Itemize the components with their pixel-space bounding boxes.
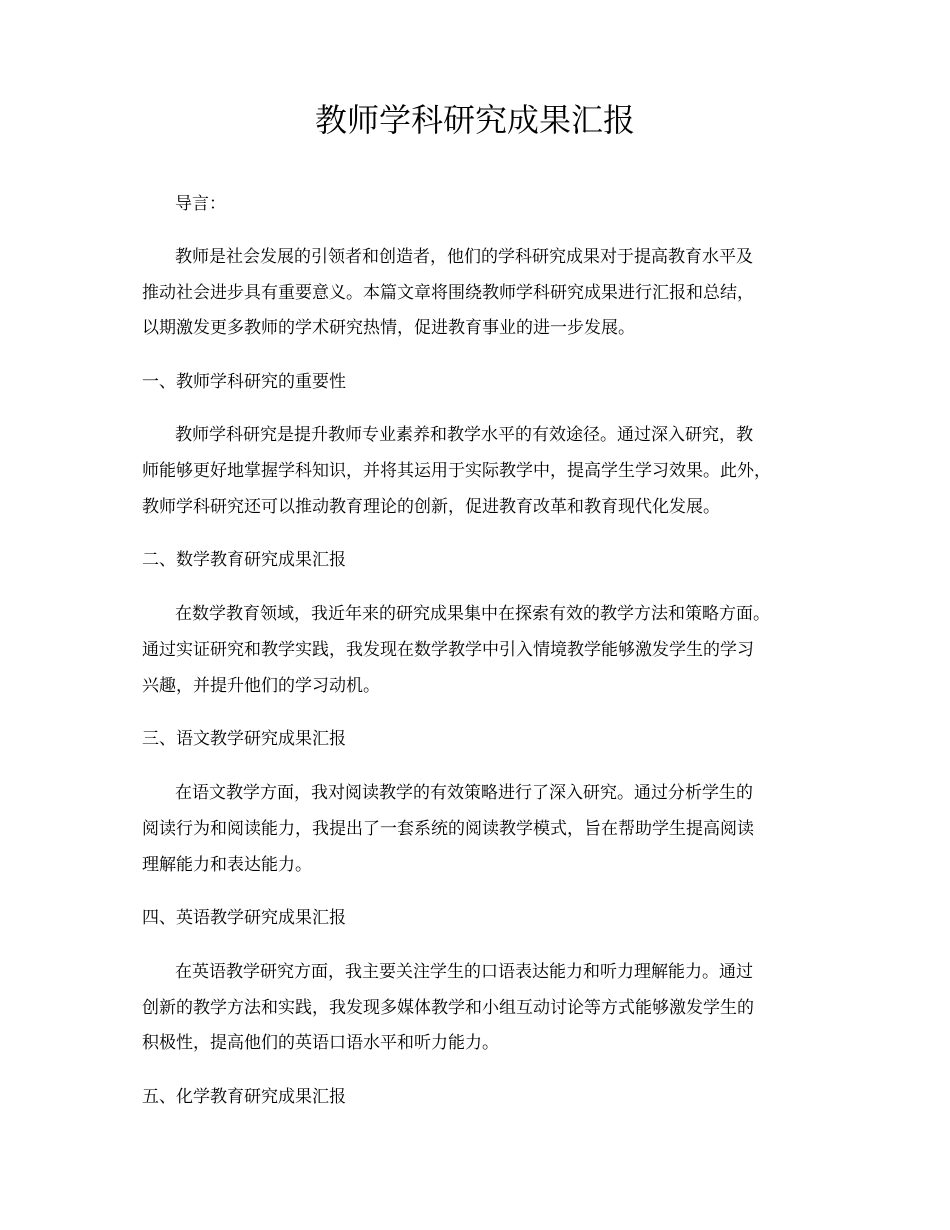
section-2-line-2: 通过实证研究和教学实践，我发现在数学教学中引入情境教学能够激发学生的学习 bbox=[142, 640, 754, 660]
intro-paragraph-line-2: 推动社会进步具有重要意义。本篇文章将围绕教师学科研究成果进行汇报和总结， bbox=[142, 283, 754, 303]
intro-paragraph-line-3: 以期激发更多教师的学术研究热情，促进教育事业的进一步发展。 bbox=[142, 318, 635, 338]
section-4-line-2: 创新的教学方法和实践，我发现多媒体教学和小组互动讨论等方式能够激发学生的 bbox=[142, 998, 754, 1018]
section-2-line-3: 兴趣，并提升他们的学习动机。 bbox=[142, 676, 380, 696]
section-heading-3: 三、语文教学研究成果汇报 bbox=[142, 729, 346, 749]
section-heading-4: 四、英语教学研究成果汇报 bbox=[142, 908, 346, 928]
section-3-line-3: 理解能力和表达能力。 bbox=[142, 855, 312, 875]
section-heading-2: 二、数学教育研究成果汇报 bbox=[142, 550, 346, 570]
page-title: 教师学科研究成果汇报 bbox=[314, 101, 635, 139]
section-heading-1: 一、教师学科研究的重要性 bbox=[142, 372, 346, 392]
section-3-line-2: 阅读行为和阅读能力，我提出了一套系统的阅读教学模式，旨在帮助学生提高阅读 bbox=[142, 819, 754, 839]
section-1-line-3: 教师学科研究还可以推动教育理论的创新，促进教育改革和教育现代化发展。 bbox=[142, 497, 720, 517]
section-1-line-1: 教师学科研究是提升教师专业素养和教学水平的有效途径。通过深入研究，教 bbox=[175, 425, 753, 445]
intro-paragraph-line-1: 教师是社会发展的引领者和创造者，他们的学科研究成果对于提高教育水平及 bbox=[175, 247, 753, 267]
section-3-line-1: 在语文教学方面，我对阅读教学的有效策略进行了深入研究。通过分析学生的 bbox=[175, 783, 753, 803]
section-heading-5: 五、化学教育研究成果汇报 bbox=[142, 1087, 346, 1107]
section-4-line-1: 在英语教学研究方面，我主要关注学生的口语表达能力和听力理解能力。通过 bbox=[175, 962, 753, 982]
section-2-line-1: 在数学教育领域，我近年来的研究成果集中在探索有效的教学方法和策略方面。 bbox=[175, 604, 770, 624]
section-1-line-2: 师能够更好地掌握学科知识，并将其运用于实际教学中，提高学生学习效果。此外， bbox=[142, 461, 771, 481]
section-4-line-3: 积极性，提高他们的英语口语水平和听力能力。 bbox=[142, 1033, 499, 1053]
intro-label: 导言： bbox=[175, 194, 226, 214]
